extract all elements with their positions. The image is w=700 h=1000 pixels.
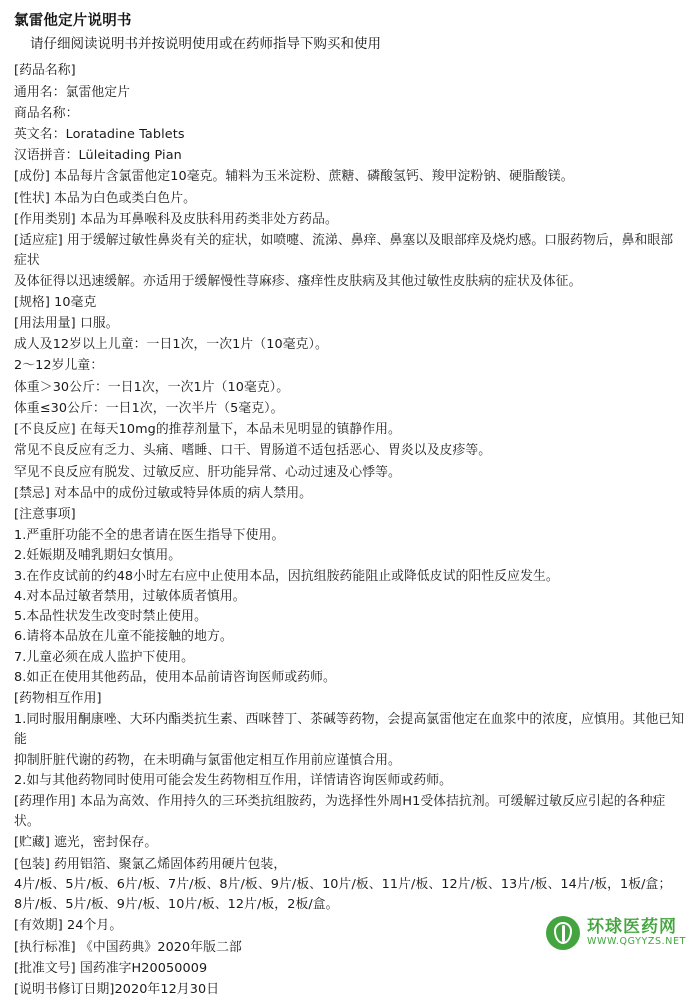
- adverse-common: 常见不良反应有乏力、头痛、嗜睡、口干、胃肠道不适包括恶心、胃炎以及皮疹等。: [14, 443, 492, 459]
- section-precautions-header: [注意事项]: [14, 506, 76, 522]
- adverse-rare: 罕见不良反应有脱发、过敏反应、肝功能异常、心动过速及心悸等。: [14, 464, 401, 480]
- section-english-name: 英文名：Loratadine Tablets: [14, 127, 185, 143]
- precaution-item-5: 5.本品性状发生改变时禁止使用。: [14, 609, 207, 625]
- precaution-item-2: 2.妊娠期及哺乳期妇女慎用。: [14, 548, 182, 564]
- section-trade-name: 商品名称：: [14, 105, 79, 121]
- dosage-child-over-30kg: 体重＞30公斤：一日1次，一次1片（10毫克）。: [14, 379, 290, 395]
- section-revision-date: [说明书修订日期]2020年12月30日: [14, 982, 220, 998]
- watermark-site-name: 环球医药网: [587, 917, 678, 938]
- medical-capsule-icon: [546, 916, 580, 950]
- dosage-child-under-30kg: 体重≤30公斤：一日1次，一次半片（5毫克）。: [14, 400, 284, 416]
- page-subtitle: 请仔细阅读说明书并按说明使用或在药师指导下购买和使用: [30, 36, 381, 53]
- watermark-site-url: WWW.QGYYZS.NET: [587, 936, 686, 948]
- section-generic-name: 通用名：氯雷他定片: [14, 84, 131, 100]
- section-dosage-header: [用法用量] 口服。: [14, 316, 119, 332]
- precaution-item-4: 4.对本品过敏者禁用，过敏体质者慎用。: [14, 588, 246, 604]
- section-specification: [规格] 10毫克: [14, 294, 97, 310]
- section-indications-line2: 及体征得以迅速缓解。亦适用于缓解慢性荨麻疹、瘙痒性皮肤病及其他过敏性皮肤病的症状及体征。: [14, 273, 582, 289]
- interaction-item-2: 2.如与其他药物同时使用可能会发生药物相互作用，详情请咨询医师或药师。: [14, 772, 453, 788]
- section-indications-line1: [适应症] 用于缓解过敏性鼻炎有关的症状，如喷嚏、流涕、鼻痒、鼻塞以及眼部痒及烧灼感。口服药物后，鼻和眼部症状: [14, 233, 674, 269]
- section-package-line2: 4片/板、5片/板、6片/板、7片/板、8片/板、9片/板、10片/板、11片/板、12片/板、13片/板、14片/板，1板/盒；: [14, 876, 672, 892]
- precaution-item-8: 8.如正在使用其他药品，使用本品前请咨询医师或药师。: [14, 669, 336, 685]
- dosage-adult: 成人及12岁以上儿童：一日1次，一次1片（10毫克）。: [14, 337, 328, 353]
- site-watermark: [546, 916, 686, 950]
- interaction-item-1-line1: 1.同时服用酮康唑、大环内酯类抗生素、西咪替丁、茶碱等药物，会提高氯雷他定在血浆中的浓度，应慎用。其他已知能: [14, 712, 685, 748]
- interaction-item-1-line2: 抑制肝脏代谢的药物，在未明确与氯雷他定相互作用前应谨慎合用。: [14, 752, 401, 768]
- section-ingredients: [成份] 本品每片含氯雷他定10毫克。辅料为玉米淀粉、蔗糖、磷酸氢钙、羧甲淀粉钠、硬脂酸镁。: [14, 169, 574, 185]
- section-appearance: [性状] 本品为白色或类白色片。: [14, 190, 197, 206]
- precaution-item-3: 3.在作皮试前的约48小时左右应中止使用本品，因抗组胺药能阻止或降低皮试的阳性反应发生。: [14, 568, 559, 584]
- section-package-line3: 8片/板、5片/板、9片/板、10片/板、12片/板，2板/盒。: [14, 897, 339, 913]
- page-title: 氯雷他定片说明书: [14, 13, 132, 29]
- section-package-line1: [包装] 药用铝箔、聚氯乙烯固体药用硬片包装，: [14, 856, 287, 872]
- section-adverse-reactions: [不良反应] 在每天10mg的推荐剂量下，本品未见明显的镇静作用。: [14, 422, 401, 438]
- section-shelf-life: [有效期] 24个月。: [14, 918, 123, 934]
- section-drug-class: [作用类别] 本品为耳鼻喉科及皮肤科用药类非处方药品。: [14, 211, 338, 227]
- section-approval-number: [批准文号] 国药准字H20050009: [14, 960, 208, 976]
- precaution-item-6: 6.请将本品放在儿童不能接触的地方。: [14, 629, 233, 645]
- document-body: [14, 61, 686, 1000]
- precaution-item-1: 1.严重肝功能不全的患者请在医生指导下使用。: [14, 528, 285, 544]
- dosage-child-header: 2～12岁儿童：: [14, 358, 104, 374]
- section-name-header: [药品名称]: [14, 63, 76, 79]
- precaution-item-7: 7.儿童必须在成人监护下使用。: [14, 649, 195, 665]
- section-contraindications: [禁忌] 对本品中的成份过敏或特异体质的病人禁用。: [14, 485, 313, 501]
- section-storage: [贮藏] 遮光，密封保存。: [14, 835, 158, 851]
- section-pinyin-name: 汉语拼音：Lüleitading Pian: [14, 148, 182, 164]
- section-interactions-header: [药物相互作用]: [14, 690, 102, 706]
- section-pharmacology: [药理作用] 本品为高效、作用持久的三环类抗组胺药，为选择性外周H1受体拮抗剂。可缓解过敏反应引起的各种症状。: [14, 794, 666, 830]
- section-standard: [执行标准] 《中国药典》2020年版二部: [14, 939, 242, 955]
- watermark-text: [587, 918, 686, 947]
